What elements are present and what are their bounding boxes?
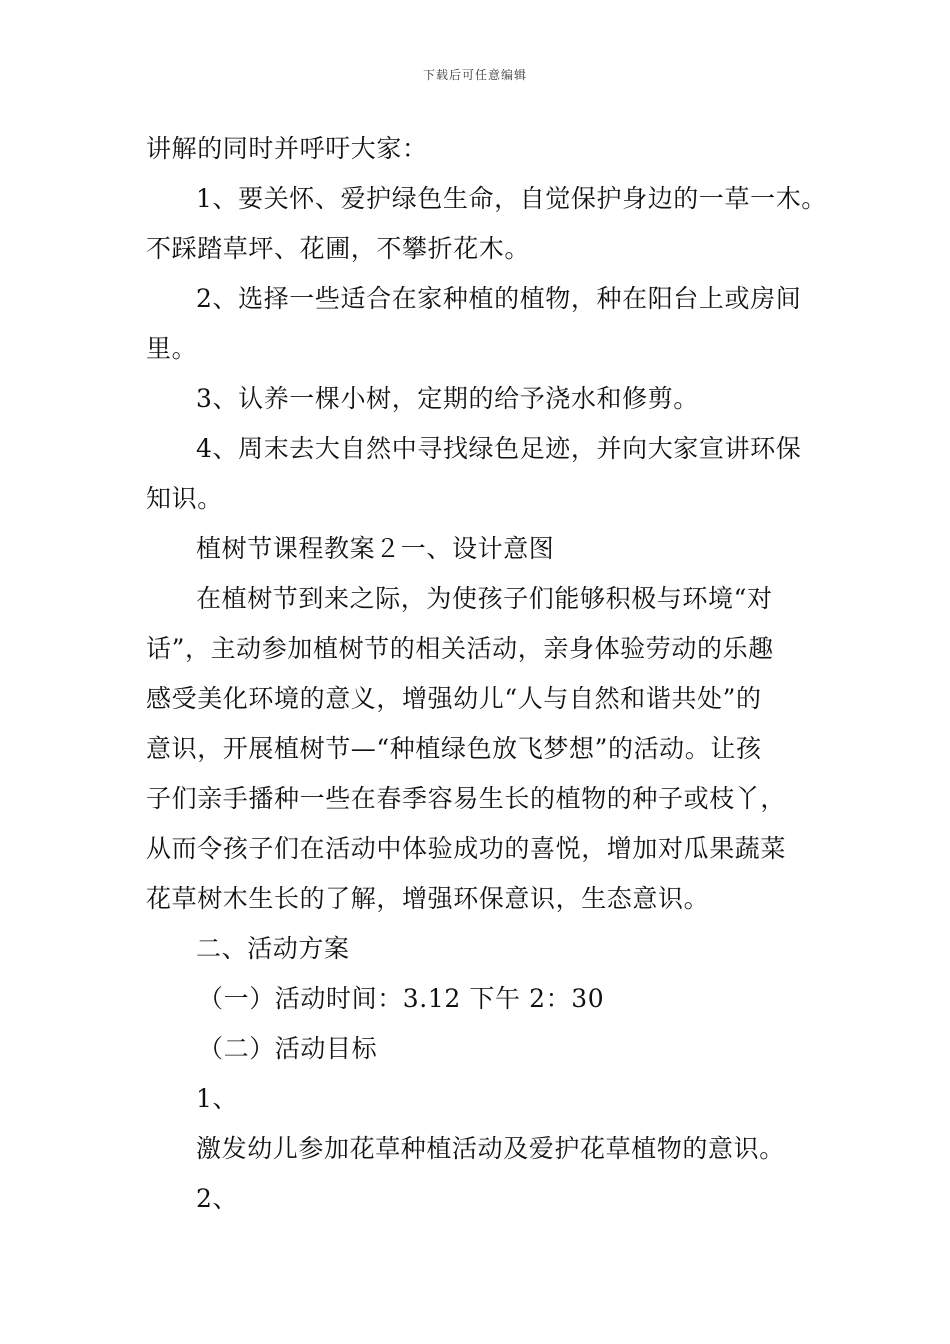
subsection-heading: （二）活动目标 xyxy=(198,1034,378,1063)
paragraph-line: 激发幼儿参加花草种植活动及爱护花草植物的意识。 xyxy=(196,1134,785,1163)
page-header-note: 下载后可任意编辑 xyxy=(422,68,527,82)
paragraph-line: 意识，开展植树节—“种植绿色放飞梦想”的活动。让孩 xyxy=(146,734,762,763)
paragraph-line: 不踩踏草坪、花圃，不攀折花木。 xyxy=(146,234,531,263)
section-heading: 植树节课程教案２一、设计意图 xyxy=(196,534,555,563)
paragraph-line: 讲解的同时并呼吁大家： xyxy=(146,134,428,163)
paragraph-line: 2、选择一些适合在家种植的植物，种在阳台上或房间 xyxy=(196,284,802,313)
paragraph-line: 在植树节到来之际，为使孩子们能够积极与环境“对 xyxy=(196,584,773,613)
paragraph-line: 子们亲手播种一些在春季容易生长的植物的种子或枝丫， xyxy=(146,784,787,813)
section-heading: 二、活动方案 xyxy=(196,934,350,963)
paragraph-line: 话”，主动参加植树节的相关活动，亲身体验劳动的乐趣 xyxy=(146,634,774,663)
paragraph-line: 4、周末去大自然中寻找绿色足迹，并向大家宣讲环保 xyxy=(196,434,802,463)
subsection-heading: （一）活动时间：3.12 下午 2：30 xyxy=(198,984,605,1013)
paragraph-line: 感受美化环境的意义，增强幼儿“人与自然和谐共处”的 xyxy=(146,684,762,713)
list-number: 2、 xyxy=(196,1184,239,1213)
paragraph-line: 3、认养一棵小树，定期的给予浇水和修剪。 xyxy=(196,384,699,413)
list-number: 1、 xyxy=(196,1084,239,1113)
paragraph-line: 花草树木生长的了解，增强环保意识，生态意识。 xyxy=(146,884,710,913)
paragraph-line: 1、要关怀、爱护绿色生命，自觉保护身边的一草一木。 xyxy=(196,184,827,213)
paragraph-line: 从而令孩子们在活动中体验成功的喜悦，增加对瓜果蔬菜 xyxy=(146,834,787,863)
paragraph-line: 里。 xyxy=(146,334,198,363)
paragraph-line: 知识。 xyxy=(146,484,223,513)
